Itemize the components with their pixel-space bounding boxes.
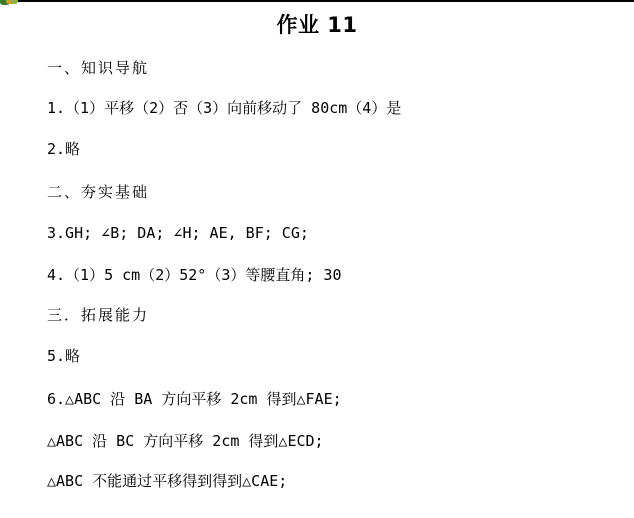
- answer-line-6: 6.△ABC 沿 BA 方向平移 2cm 得到△FAE;: [47, 390, 342, 408]
- section-heading-2: 二、夯实基础: [47, 183, 150, 201]
- answer-line-2: 2.略: [47, 140, 81, 158]
- answer-line-5: 5.略: [47, 347, 81, 365]
- answer-line-6-continued-2: △ABC 不能通过平移得到得到△CAE;: [47, 472, 288, 490]
- header-rule: [0, 0, 634, 2]
- answer-line-4: 4.（1）5 cm（2）52°（3）等腰直角; 30: [47, 266, 342, 284]
- answer-line-1: 1.（1）平移（2）否（3）向前移动了 80cm（4）是: [47, 99, 402, 117]
- section-heading-3: 三．拓展能力: [47, 306, 150, 324]
- section-heading-1: 一、知识导航: [47, 59, 150, 77]
- answer-line-6-continued-1: △ABC 沿 BC 方向平移 2cm 得到△ECD;: [47, 432, 324, 450]
- corner-logo-fragment: [0, 0, 18, 8]
- answer-line-3: 3.GH; ∠B; DA; ∠H; AE, BF; CG;: [47, 224, 309, 242]
- page-title: 作业 11: [276, 13, 358, 37]
